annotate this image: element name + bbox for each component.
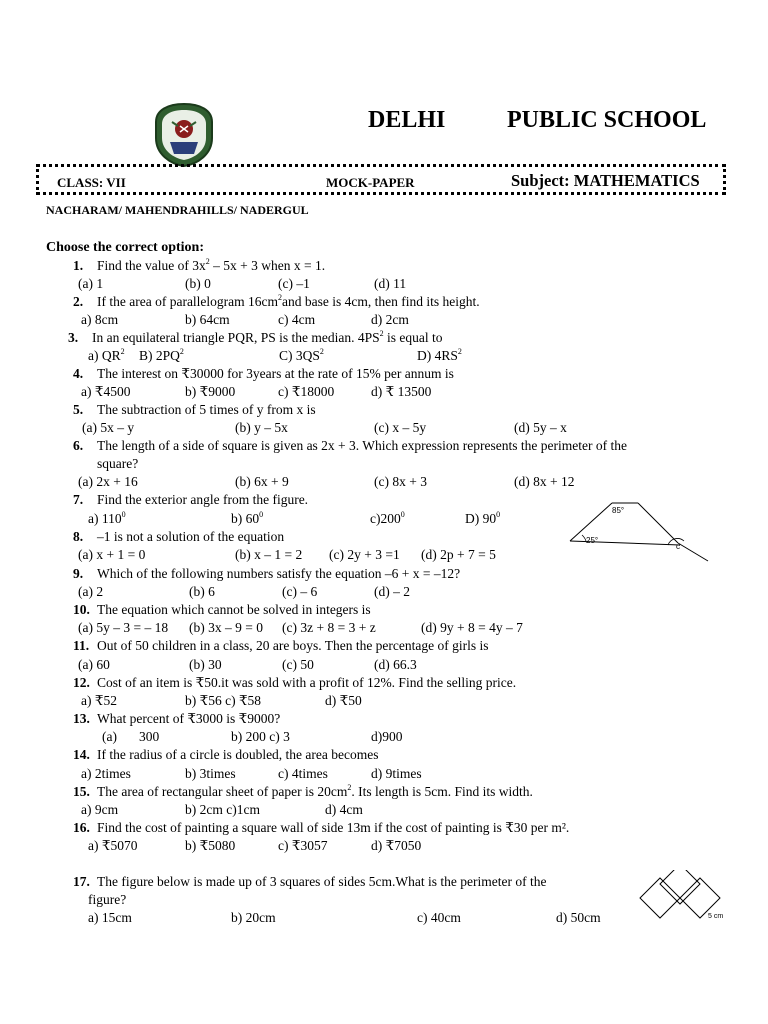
q11-text: Out of 50 children in a class, 20 are boys. Then the percentage of girls is xyxy=(97,638,489,653)
q10-option-a: (a) 5y – 3 = – 18 xyxy=(78,620,169,635)
q12-option-bc: b) ₹56 c) ₹58 xyxy=(185,693,262,708)
q6-option-d: (d) 8x + 12 xyxy=(514,474,575,489)
q3-text: In an equilateral triangle PQR, PS is the median. $4PS^2$ is equal to xyxy=(92,329,443,345)
q2-text: If the area of parallelogram $16cm^2and$ base is 4cm, then find its height. xyxy=(97,293,480,309)
q1-number: 1. xyxy=(73,258,84,273)
school-name-public-school: PUBLIC SCHOOL xyxy=(507,107,707,133)
q1-option-c: (c) –1 xyxy=(278,276,310,291)
q3-number: 3. xyxy=(68,330,79,345)
q12-option-d: d) ₹50 xyxy=(325,693,362,708)
q3-option-b: B) $2PQ^2$ xyxy=(139,347,184,363)
q10-option-c: (c) 3z + 8 = 3 + z xyxy=(282,620,376,635)
q14-number: 14. xyxy=(73,747,90,762)
q4-text: The interest on ₹30000 for 3years at the rate of 15% per annum is xyxy=(97,366,454,381)
q14-option-d: d) 9times xyxy=(371,766,422,781)
q4-option-a: a) ₹4500 xyxy=(81,384,131,399)
q7-option-a: a) $110^0$ xyxy=(88,510,126,526)
q1-option-a: (a) 1 xyxy=(78,276,104,291)
q10-number: 10. xyxy=(73,602,90,617)
instruction: Choose the correct option: xyxy=(46,240,204,255)
q8-option-c: (c) 2y + 3 =1 xyxy=(329,547,400,562)
q1-option-d: (d) 11 xyxy=(374,276,407,291)
q3-option-c: C) $3QS^2$ xyxy=(279,347,324,363)
q7-angle-c-label: c xyxy=(676,542,680,551)
q15-option-a: a) 9cm xyxy=(81,802,119,817)
q8-option-a: (a) x + 1 = 0 xyxy=(78,547,146,562)
q10-option-d: (d) 9y + 8 = 4y – 7 xyxy=(421,620,523,635)
q13-option-bc: b) 200 c) 3 xyxy=(231,729,290,744)
q14-text: If the radius of a circle is doubled, the area becomes xyxy=(97,747,379,762)
q5-option-c: (c) x – 5y xyxy=(374,420,427,435)
q13-option-a-label: (a) xyxy=(102,729,117,744)
q9-option-c: (c) – 6 xyxy=(282,584,318,599)
q13-option-d: d)900 xyxy=(371,729,403,744)
q8-option-b: (b) x – 1 = 2 xyxy=(235,547,303,562)
q6-text: The length of a side of square is given as 2x + 3. Which expression represents the perimeter of the xyxy=(97,438,627,453)
q7-option-d: D) $90^0$ xyxy=(465,510,501,526)
q7-option-b: b) $60^0$ xyxy=(231,510,264,526)
q16-option-c: c) ₹3057 xyxy=(278,838,328,853)
q17-text-continued: figure? xyxy=(88,892,127,907)
q8-option-d: (d) 2p + 7 = 5 xyxy=(421,547,496,562)
q17-option-b: b) 20cm xyxy=(231,910,276,925)
school-name-delhi: DELHI xyxy=(368,107,446,133)
paper-type: MOCK-PAPER xyxy=(326,175,415,190)
q9-option-d: (d) – 2 xyxy=(374,584,410,599)
q16-option-a: a) ₹5070 xyxy=(88,838,138,853)
q6-option-b: (b) 6x + 9 xyxy=(235,474,289,489)
q5-option-d: (d) 5y – x xyxy=(514,420,567,435)
q5-text: The subtraction of 5 times of y from x is xyxy=(97,402,316,417)
q13-text: What percent of ₹3000 is ₹9000? xyxy=(97,711,281,726)
q4-number: 4. xyxy=(73,366,84,381)
branches-line: NACHARAM/ MAHENDRAHILLS/ NADERGUL xyxy=(46,203,309,217)
q10-option-b: (b) 3x – 9 = 0 xyxy=(189,620,263,635)
q7-option-c: $c)200^0$ xyxy=(370,510,405,526)
q9-number: 9. xyxy=(73,566,84,581)
q5-number: 5. xyxy=(73,402,84,417)
q3-option-d: D) $4RS^2$ xyxy=(417,347,462,363)
q14-option-a: a) 2times xyxy=(81,766,131,781)
q11-option-a: (a) 60 xyxy=(78,657,110,672)
q12-text: Cost of an item is ₹50.it was sold with a profit of 12%. Find the selling price. xyxy=(97,675,517,690)
q2-option-d: d) 2cm xyxy=(371,312,409,327)
q13-option-a-value: 300 xyxy=(139,729,160,744)
q11-option-d: (d) 66.3 xyxy=(374,657,417,672)
q7-number: 7. xyxy=(73,492,84,507)
q15-text: The area of rectangular sheet of paper is $20cm^2$. Its length is 5cm. Find its width. xyxy=(97,783,533,799)
q7-triangle-figure xyxy=(560,495,710,565)
q15-number: 15. xyxy=(73,784,90,799)
q3-option-a: a) $QR^2$ xyxy=(88,347,125,363)
q17-option-a: a) 15cm xyxy=(88,910,132,925)
q15-option-d: d) 4cm xyxy=(325,802,363,817)
school-crest-logo xyxy=(152,102,216,168)
q17-option-c: c) 40cm xyxy=(417,910,461,925)
q6-option-a: (a) 2x + 16 xyxy=(78,474,138,489)
q16-text: Find the cost of painting a square wall of side 13m if the cost of painting is ₹30 per m². xyxy=(97,820,570,835)
q16-number: 16. xyxy=(73,820,90,835)
q12-number: 12. xyxy=(73,675,90,690)
q17-option-d: d) 50cm xyxy=(556,910,601,925)
q14-option-b: b) 3times xyxy=(185,766,236,781)
q2-option-a: a) 8cm xyxy=(81,312,119,327)
subject-label: Subject: MATHEMATICS xyxy=(511,171,700,190)
q5-option-a: (a) 5x – y xyxy=(82,420,135,435)
q10-text: The equation which cannot be solved in integers is xyxy=(97,602,371,617)
q6-number: 6. xyxy=(73,438,84,453)
q11-number: 11. xyxy=(73,638,90,653)
q14-option-c: c) 4times xyxy=(278,766,328,781)
class-label: CLASS: VII xyxy=(57,175,126,190)
q8-number: 8. xyxy=(73,529,84,544)
q7-text: Find the exterior angle from the figure. xyxy=(97,492,309,507)
q2-option-b: b) 64cm xyxy=(185,312,230,327)
q15-option-bc: b) 2cm c)1cm xyxy=(185,802,260,817)
q7-angle-left-label: 25° xyxy=(586,536,599,545)
q11-option-b: (b) 30 xyxy=(189,657,222,672)
q5-option-b: (b) y – 5x xyxy=(235,420,288,435)
q7-angle-top-label: 85° xyxy=(612,506,625,515)
q9-text: Which of the following numbers satisfy the equation –6 + x = –12? xyxy=(97,566,461,581)
q6-text-continued: square? xyxy=(97,456,139,471)
q16-option-d: d) ₹7050 xyxy=(371,838,422,853)
q11-option-c: (c) 50 xyxy=(282,657,314,672)
q12-option-a: a) ₹52 xyxy=(81,693,117,708)
q17-squares-figure xyxy=(636,870,742,922)
q6-option-c: (c) 8x + 3 xyxy=(374,474,427,489)
q8-text: –1 is not a solution of the equation xyxy=(97,529,285,544)
q2-option-c: c) 4cm xyxy=(278,312,316,327)
q9-option-a: (a) 2 xyxy=(78,584,104,599)
q17-text: The figure below is made up of 3 squares of sides 5cm.What is the perimeter of the xyxy=(97,874,547,889)
q4-option-d: d) ₹ 13500 xyxy=(371,384,432,399)
q9-option-b: (b) 6 xyxy=(189,584,215,599)
q4-option-b: b) ₹9000 xyxy=(185,384,236,399)
q17-figure-label: 5 cm xyxy=(708,913,724,920)
q4-option-c: c) ₹18000 xyxy=(278,384,335,399)
q16-option-b: b) ₹5080 xyxy=(185,838,236,853)
q1-option-b: (b) 0 xyxy=(185,276,211,291)
q13-number: 13. xyxy=(73,711,90,726)
q1-text: Find the value of $3x^2 - 5x + 3$ when x = 1. xyxy=(97,257,326,273)
q2-number: 2. xyxy=(73,294,84,309)
q17-number: 17. xyxy=(73,874,90,889)
